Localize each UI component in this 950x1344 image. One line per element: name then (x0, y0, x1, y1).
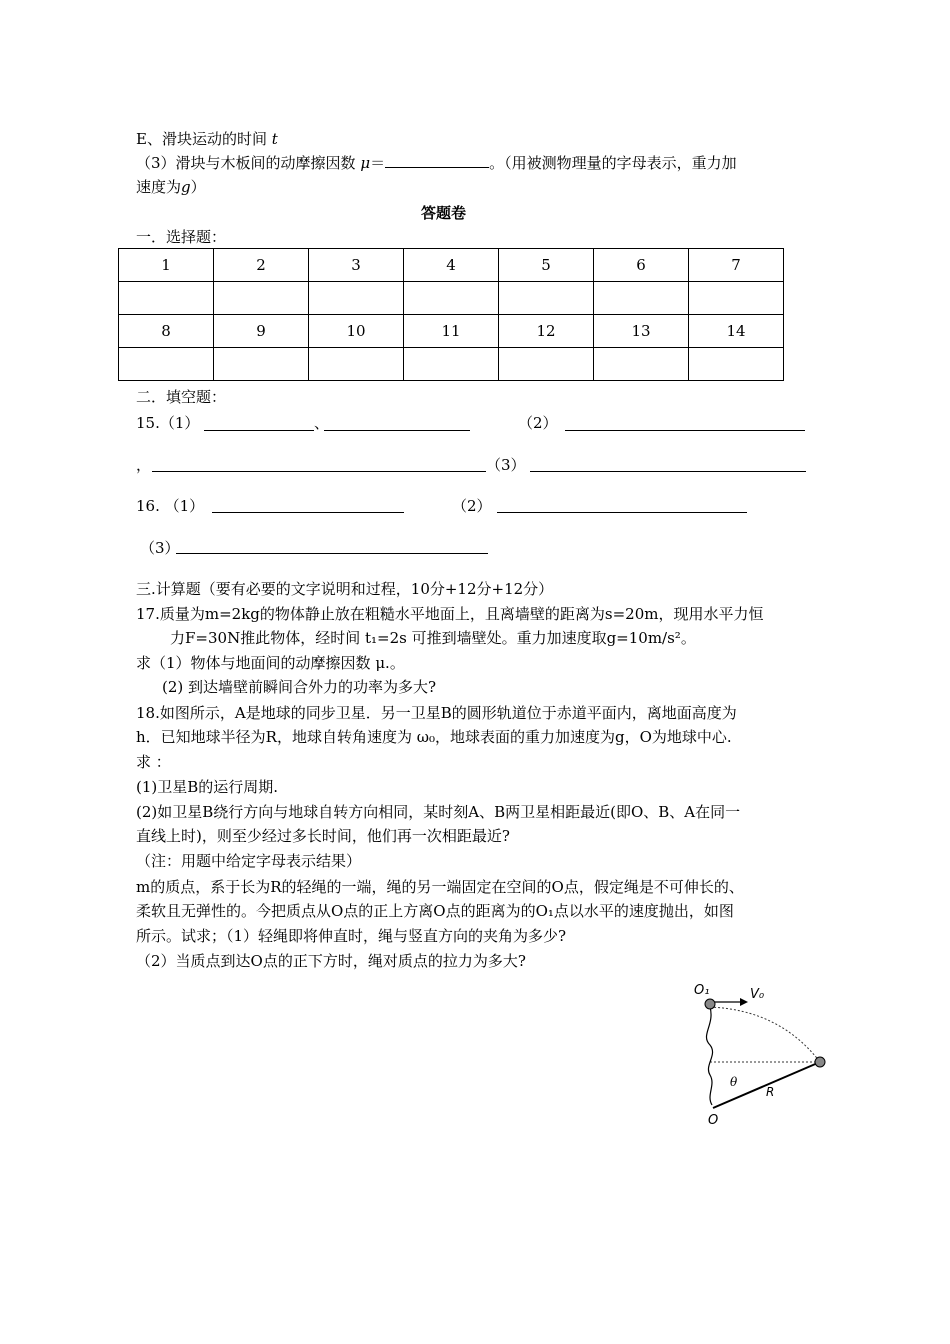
answer-cell[interactable] (594, 348, 689, 381)
mu-answer-blank[interactable] (385, 153, 489, 168)
answer-cell[interactable] (119, 282, 214, 315)
label-o1: O₁ (694, 983, 710, 998)
q15-blank-3[interactable] (530, 471, 806, 472)
q18-line-4: (1)卫星B的运行周期. (136, 778, 279, 796)
q19-line-4: （2）当质点到达O点的正下方时，绳对质点的拉力为多大? (136, 952, 526, 970)
label-r: R (766, 1085, 775, 1099)
section-calc-title: 三.计算题（要有必要的文字说明和过程，10分+12分+12分） (136, 580, 554, 598)
table-row (119, 315, 784, 348)
question-number-cell: 9 (214, 315, 309, 348)
q15-part-2: （2） (518, 414, 558, 432)
question-number-cell: 6 (594, 249, 689, 282)
particle-end (815, 1057, 825, 1067)
question-3-note-2: 速度为 (136, 178, 182, 196)
q17-line-2: 力F=30N推此物体，经时间 t₁=2s 可推到墙壁处。重力加速度取g=10m/s²。 (170, 629, 696, 647)
question-number-cell: 4 (404, 249, 499, 282)
question-number-cell: 3 (309, 249, 404, 282)
q17-line-4: (2) 到达墙壁前瞬间合外力的功率为多大? (162, 678, 437, 696)
section-choice-title: 一．选择题： (136, 228, 227, 246)
table-row (119, 348, 784, 381)
question-3-note: 。（用被测物理量的字母表示，重力加 (489, 154, 737, 172)
table-row (119, 282, 784, 315)
option-e-text: E、滑块运动的时间 (136, 130, 267, 148)
answer-cell[interactable] (499, 282, 594, 315)
physics-figure (680, 980, 850, 1130)
section-fill-title: 二．填空题： (136, 388, 227, 406)
answer-cell[interactable] (309, 348, 404, 381)
rope-diagram (680, 980, 850, 1130)
q16-part-2: （2） (452, 497, 492, 515)
q18-line-3: 求 ： (136, 753, 171, 771)
question-number-cell: 10 (309, 315, 404, 348)
answer-sheet-title: 答题卷 (421, 204, 467, 222)
question-number-cell: 14 (689, 315, 784, 348)
q15-blank-1b[interactable] (324, 430, 470, 431)
velocity-arrow-head (740, 998, 748, 1006)
closing-paren: ） (190, 178, 206, 196)
particle-start (705, 999, 715, 1009)
q18-line-1: 18.如图所示，A是地球的同步卫星．另一卫星B的圆形轨道位于赤道平面内，离地面高度为 (136, 704, 737, 722)
q15-blank-2[interactable] (565, 430, 805, 431)
question-number-cell: 13 (594, 315, 689, 348)
q19-line-2: 柔软且无弹性的。今把质点从O点的正上方离O点的距离为的O₁点以水平的速度抛出，如图 (136, 902, 734, 920)
option-e-variable: t (271, 130, 278, 148)
answer-cell[interactable] (594, 282, 689, 315)
question-3-text: （3）滑块与木板间的动摩擦因数 (136, 154, 356, 172)
table-row (119, 249, 784, 282)
q16-blank-1[interactable] (212, 512, 404, 513)
answer-cell[interactable] (689, 348, 784, 381)
q16-part-3: （3） (140, 539, 180, 557)
q16-blank-2[interactable] (497, 512, 747, 513)
question-3-line (136, 152, 737, 174)
answer-cell[interactable] (214, 348, 309, 381)
q16-blank-3[interactable] (176, 553, 488, 554)
trajectory-arc (710, 1007, 820, 1062)
choice-answer-table (118, 248, 784, 381)
question-number-cell: 2 (214, 249, 309, 282)
question-number-cell: 11 (404, 315, 499, 348)
label-v0: V₀ (750, 987, 765, 1002)
slack-rope (706, 1007, 712, 1105)
question-number-cell: 7 (689, 249, 784, 282)
question-number-cell: 8 (119, 315, 214, 348)
mu-symbol: μ (360, 154, 371, 172)
question-number-cell: 12 (499, 315, 594, 348)
question-number-cell: 1 (119, 249, 214, 282)
g-symbol: g (181, 178, 191, 196)
q16-label: 16. （1） (136, 497, 205, 515)
answer-cell[interactable] (404, 282, 499, 315)
q19-line-3: 所示。试求；（1）轻绳即将伸直时，绳与竖直方向的夹角为多少? (136, 927, 567, 945)
q17-line-3: 求（1）物体与地面间的动摩擦因数 μ.。 (136, 654, 405, 672)
q15-part-3: （3） (486, 456, 526, 474)
answer-cell[interactable] (309, 282, 404, 315)
equals-sign: ＝ (370, 154, 386, 172)
question-number-cell: 5 (499, 249, 594, 282)
label-o: O (708, 1113, 719, 1128)
label-theta: θ (730, 1075, 738, 1089)
q18-line-6: 直线上时)，则至少经过多长时间，他们再一次相距最近? (136, 827, 510, 845)
q19-line-1: m的质点，系于长为R的轻绳的一端，绳的另一端固定在空间的O点，假定绳是不可伸长的、 (136, 878, 744, 896)
question-3-line-2 (136, 176, 206, 198)
answer-cell[interactable] (214, 282, 309, 315)
answer-cell[interactable] (404, 348, 499, 381)
answer-cell[interactable] (499, 348, 594, 381)
q18-line-5: (2)如卫星B绕行方向与地球自转方向相同，某时刻A、B两卫星相距最近(即O、B、A在同一 (136, 803, 741, 821)
q15-blank-2b[interactable] (152, 471, 486, 472)
q15-comma: ， (136, 456, 152, 474)
q15-label: 15.（1） (136, 414, 200, 432)
q18-line-2: h．已知地球半径为R，地球自转角速度为 ω₀，地球表面的重力加速度为g，O为地球中心. (136, 728, 732, 746)
option-e (136, 128, 278, 150)
q17-line-1: 17.质量为m=2kg的物体静止放在粗糙水平地面上，且离墙壁的距离为s=20m，现用水平力恒 (136, 605, 764, 623)
q15-blank-1a[interactable] (204, 430, 314, 431)
answer-cell[interactable] (689, 282, 784, 315)
q18-line-7: （注：用题中给定字母表示结果） (136, 852, 362, 870)
answer-cell[interactable] (119, 348, 214, 381)
q15-separator: 、 (314, 414, 330, 432)
